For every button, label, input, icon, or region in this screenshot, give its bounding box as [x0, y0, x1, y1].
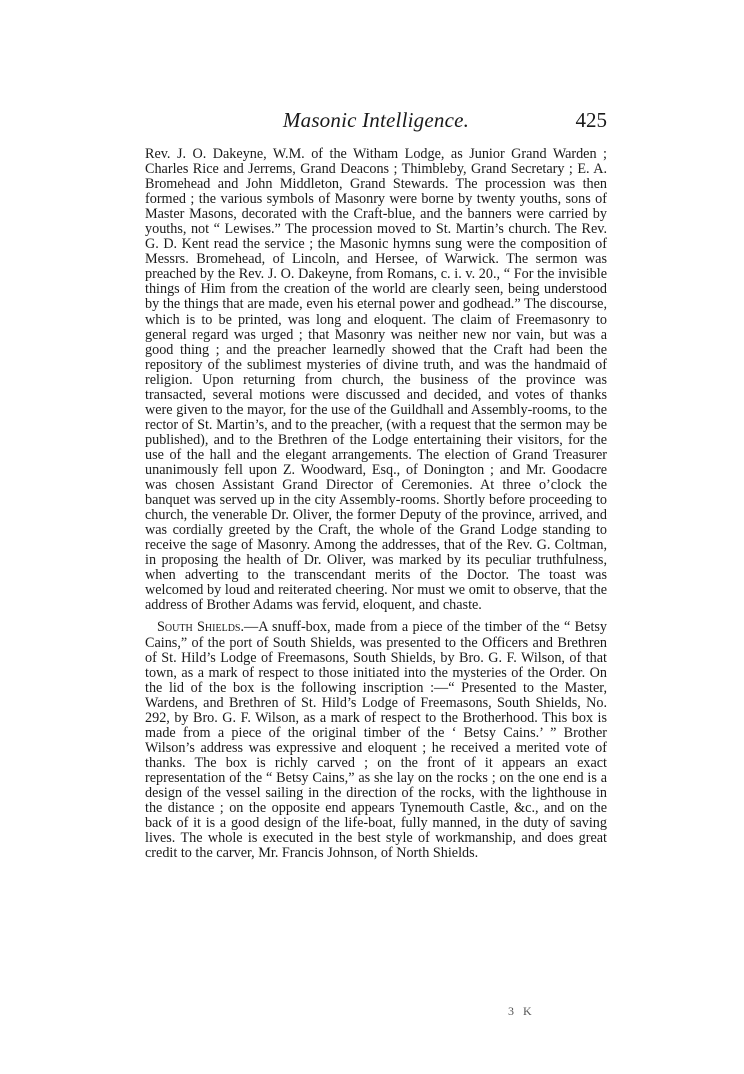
- signature-mark: 3 K: [508, 1004, 535, 1018]
- section-lead-south-shields: South Shields.: [157, 619, 245, 636]
- running-head: [145, 108, 607, 138]
- paragraph-south-shields-text: —A snuff-box, made from a piece of the timber of the “ Betsy Cains,” of the port of South Shields, was presented to the Officers and Brethren of St. Hild’s Lodge of Freemasons, South Shields, by Bro. G. F. Wilson, of that town, as a mark of respect to those initiated into the mysteries of the Order. On the lid of the box is the following inscription :—“ Presented to the Master, Wardens, and Brethren of St. Hild’s Lodge of Freemasons, South Shields, No. 292, by Bro. G. F. Wilson, as a mark of respect to the Brotherhood. This box is made from a piece of the original timber of the ‘ Betsy Cains.’ ” Brother Wilson’s address was expressive and eloquent ; he received a merited vote of thanks. The box is richly carved ; on the front of it appears an exact representation of the “ Betsy Cains,” as she lay on the rocks ; on the one end is a design of the vessel sailing in the direction of the rocks, with the lighthouse in the distance ; on the opposite end appears Tynemouth Castle, &c., and on the back of it is a good design of the life-boat, fully manned, in the duty of saving lives. The whole is executed in the best style of workmanship, and does great credit to the carver, Mr. Francis Johnson, of North Shields.: [145, 619, 607, 862]
- page-number: 425: [575, 108, 607, 132]
- paragraph-lincoln-procession: Rev. J. O. Dakeyne, W.M. of the Witham Lodge, as Junior Grand Warden ; Charles Rice and Jerrems, Grand Deacons ; Thimbleby, Grand Secretary ; E. A. Bromehead and John Middleton, Grand Stewards. The procession was then formed ; the various symbols of Masonry were borne by twenty youths, sons of Master Masons, decorated with the Craft-blue, and the banners were carried by youths, not “ Lewises.” The procession moved to St. Martin’s church. The Rev. G. D. Kent read the service ; the Masonic hymns sung were the composition of Messrs. Bromehead, of Lincoln, and Hersee, of Warwick. The sermon was preached by the Rev. J. O. Dakeyne, from Romans, c. i. v. 20., “ For the invisible things of Him from the creation of the world are clearly seen, being understood by the things that are made, even his eternal power and godhead.” The discourse, which is to be printed, was long and eloquent. The claim of Freemasonry to general regard was urged ; that Masonry was neither new nor vain, but was a good thing ; and the preacher learnedly showed that the Craft had been the repository of the sublimest mysteries of divine truth, and was the handmaid of religion. Upon returning from church, the business of the province was transacted, several motions were discussed and decided, and votes of thanks were given to the mayor, for the use of the Guildhall and Assembly-rooms, to the rector of St. Martin’s, and to the preacher, (with a request that the sermon may be published), and to the Brethren of the Lodge entertaining their visitors, for the use of the hall and the elegant arrangements. The election of Grand Treasurer unanimously fell upon Z. Woodward, Esq., of Donington ; and Mr. Goodacre was chosen Assistant Grand Director of Ceremonies. At three o’clock the banquet was served up in the city Assembly-rooms. Shortly before proceeding to church, the venerable Dr. Oliver, the former Deputy of the province, arrived, and was cordially greeted by the Craft, the whole of the Grand Lodge standing to receive the sage of Masonry. Among the addresses, that of the Rev. G. Coltman, in proposing the health of Dr. Oliver, was marked by its peculiar truthfulness, when adverting to the transcendant merits of the Doctor. The toast was welcomed by loud and reiterated cheering. Nor must we omit to observe, that the address of Brother Adams was fervid, eloquent, and chaste.: [145, 146, 607, 614]
- article-body: [145, 147, 607, 861]
- page-title: Masonic Intelligence.: [282, 108, 470, 132]
- paragraph-south-shields: [145, 620, 607, 861]
